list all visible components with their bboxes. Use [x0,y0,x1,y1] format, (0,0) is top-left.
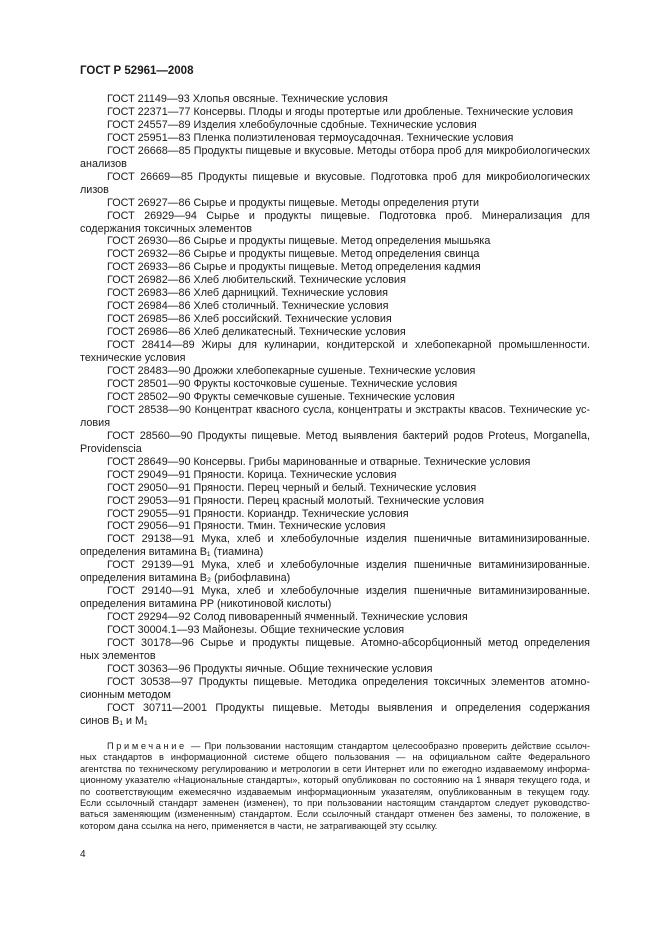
reference-line: ГОСТ 28483—90 Дрожжи хлебопекарные сушеные. Технические условия [107,365,476,378]
reference-entry [80,611,590,624]
reference-line: ГОСТ 29049—91 Пряности. Корица. Технические условия [107,468,397,481]
reference-entry [80,132,590,145]
reference-line: ГОСТ 21149—93 Хлопья овсяные. Технические условия [107,93,388,105]
note-line: ваться заменяющим (измененным) стандартом. Если ссылочный стандарт отменен без замены, то положение, в [80,809,590,820]
note-line: агентства по техническому регулированию и метрологии в сети Интернет или по ежегодно издаваемому информа- [80,763,590,774]
reference-entry [80,508,590,521]
reference-line: ГОСТ 28560—90 Продукты пищевые. Метод выявления бактерий родов Proteus, Morganella, [107,429,590,442]
reference-entry [80,482,590,495]
reference-continuation: лизов [80,183,109,196]
note-line: Если ссылочный стандарт заменен (изменен), то при пользовании настоящим стандартом следует руководство- [80,797,590,808]
reference-entry [80,495,590,508]
reference-continuation: технические условия [80,352,186,365]
reference-line: ГОСТ 26929—94 Сырье и продукты пищевые. Подготовка проб. Минерализация для [107,209,590,222]
reference-line: ГОСТ 30178—96 Сырье и продукты пищевые. Атомно-абсорбционный метод определения [107,637,590,650]
reference-line: ГОСТ 29294—92 Солод пивоваренный ячменный. Технические условия [107,611,468,624]
reference-entry [80,469,590,482]
reference-entry [80,274,590,287]
reference-entry [80,339,590,365]
reference-entry [80,235,590,248]
reference-line: ГОСТ 30363—96 Продукты яичные. Общие технические условия [107,662,433,675]
reference-line: ГОСТ 24557—89 Изделия хлебобулочные сдобные. Технические условия [107,118,477,131]
reference-line: ГОСТ 29053—91 Пряности. Перец красный молотый. Технические условия [107,494,484,507]
reference-entry [80,702,590,728]
note-line: котором дана ссылка на него, применяется в части, не затрагивающей эту ссылку. [80,820,438,831]
reference-entry [80,585,590,611]
reference-continuation: определения витамина B₂ (рибофлавина) [80,572,291,585]
reference-entry [80,663,590,676]
note-block [80,741,590,832]
reference-continuation: Providenscia [80,442,142,455]
reference-line: ГОСТ 30711—2001 Продукты пищевые. Методы выявления и определения содержания [107,701,590,714]
reference-entry [80,93,590,106]
reference-entry [80,378,590,391]
reference-line: ГОСТ 30004.1—93 Майонезы. Общие технические условия [107,624,405,637]
reference-entry [80,248,590,261]
reference-line: ГОСТ 26927—86 Сырье и продукты пищевые. Методы определения ртути [107,196,480,209]
reference-line: ГОСТ 29050—91 Пряности. Перец черный и белый. Технические условия [107,481,477,494]
note-line [80,741,590,752]
normative-references-list [80,93,590,728]
document-header: ГОСТ Р 52961—2008 [80,65,194,77]
reference-line: ГОСТ 28414—89 Жиры для кулинарии, кондитерской и хлебопекарной промышленности. [107,339,590,352]
reference-entry [80,313,590,326]
note-line: ционному указателю «Национальные стандарты», который опубликован по состоянию на 1 января текущего года, и [80,775,590,786]
reference-entry [80,391,590,404]
reference-entry [80,676,590,702]
reference-line: ГОСТ 29055—91 Пряности. Кориандр. Технические условия [107,507,409,520]
reference-entry [80,197,590,210]
reference-line: ГОСТ 30538—97 Продукты пищевые. Методика определения токсичных элементов атомно- [107,675,590,688]
reference-line: ГОСТ 29056—91 Пряности. Тмин. Технические условия [107,520,386,533]
reference-entry [80,430,590,456]
reference-line: ГОСТ 28502—90 Фрукты семечковые сушеные. Технические условия [107,390,455,403]
reference-line: ГОСТ 26932—86 Сырье и продукты пищевые. Метод определения свинца [107,248,480,261]
reference-line: ГОСТ 28501—90 Фрукты косточковые сушеные. Технические условия [107,377,458,390]
reference-entry [80,456,590,469]
reference-entry [80,533,590,559]
reference-line: ГОСТ 22371—77 Консервы. Плоды и ягоды протертые или дробленые. Технические условия [107,105,574,118]
reference-line: ГОСТ 26985—86 Хлеб российский. Технические условия [107,313,392,326]
reference-line: ГОСТ 26986—86 Хлеб деликатесный. Технические условия [107,326,406,339]
reference-continuation: определения витамина B₁ (тиамина) [80,546,264,559]
reference-line: ГОСТ 26930—86 Сырье и продукты пищевые. Метод определения мышьяка [107,235,491,248]
reference-entry [80,559,590,585]
note-line: по соответствующим ежемесячно издаваемым информационным указателям, опубликованным в текущем году. [80,786,590,797]
reference-line: ГОСТ 28538—90 Концентрат квасного сусла, концентраты и экстракты квасов. Технические ус- [107,403,590,416]
reference-entry [80,365,590,378]
reference-entry [80,106,590,119]
reference-line: ГОСТ 25951—83 Пленка полиэтиленовая термоусадочная. Технические условия [107,131,514,144]
reference-line: ГОСТ 26984—86 Хлеб столичный. Технические условия [107,300,389,313]
reference-continuation: сионным методом [80,688,171,701]
reference-continuation: ных элементов [80,649,156,662]
reference-entry [80,637,590,663]
reference-line: ГОСТ 29140—91 Мука, хлеб и хлебобулочные изделия пшеничные витаминизированные. [107,585,590,598]
reference-entry [80,520,590,533]
reference-line: ГОСТ 28649—90 Консервы. Грибы маринованные и отварные. Технические условия [107,455,531,468]
reference-line: ГОСТ 26933—86 Сырье и продукты пищевые. Метод определения кадмия [107,261,481,274]
reference-line: ГОСТ 26983—86 Хлеб дарницкий. Технические условия [107,287,388,300]
note-line: ных стандартов в информационной системе общего пользования — на официальном сайте Федерального [80,752,590,763]
reference-line: ГОСТ 26982—86 Хлеб любительский. Технические условия [107,274,406,287]
reference-continuation: синов B₁ и M₁ [80,714,148,727]
reference-entry [80,624,590,637]
reference-line: ГОСТ 29138—91 Мука, хлеб и хлебобулочные изделия пшеничные витаминизированные. [107,533,590,546]
note-label: Примечание [107,741,187,751]
reference-continuation: содержания токсичных элементов [80,222,253,235]
reference-entry [80,171,590,197]
reference-continuation: анализов [80,157,127,170]
note-text: — При пользовании настоящим стандартом целесообразно проверить действие ссылоч- [191,741,590,751]
reference-entry [80,119,590,132]
reference-entry [80,326,590,339]
reference-continuation: определения витамина PP (никотиновой кислоты) [80,598,332,611]
reference-entry [80,261,590,274]
page-number: 4 [80,849,86,860]
reference-entry [80,404,590,430]
reference-entry [80,210,590,236]
reference-continuation: ловия [80,416,111,429]
reference-line: ГОСТ 26668—85 Продукты пищевые и вкусовые. Методы отбора проб для микробиологических [107,144,590,157]
reference-entry [80,145,590,171]
reference-line: ГОСТ 29139—91 Мука, хлеб и хлебобулочные изделия пшеничные витаминизированные. [107,559,590,572]
reference-entry [80,287,590,300]
reference-line: ГОСТ 26669—85 Продукты пищевые и вкусовые. Подготовка проб для микробиологических [107,170,590,183]
reference-entry [80,300,590,313]
